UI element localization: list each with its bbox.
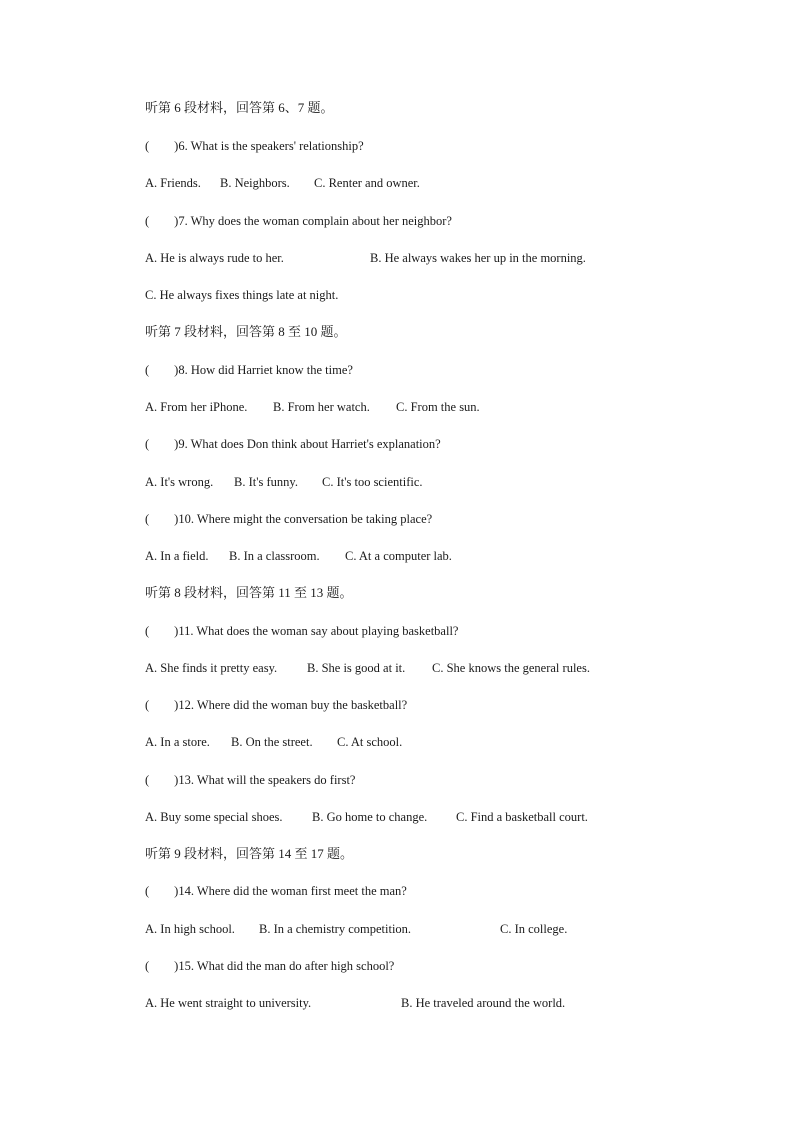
options-row — [145, 734, 745, 750]
option-b: B. It's funny. — [234, 475, 298, 489]
option-a: A. From her iPhone. — [145, 400, 248, 414]
option-b: B. He always wakes her up in the morning. — [370, 251, 586, 265]
option-b: B. She is good at it. — [307, 661, 406, 675]
option-a: A. She finds it pretty easy. — [145, 661, 278, 675]
option-b: B. Neighbors. — [220, 176, 290, 190]
question-prompt: ( )11. What does the woman say about playing basketball? — [145, 624, 459, 638]
option-a: A. In a field. — [145, 549, 209, 563]
question-prompt: ( )9. What does Don think about Harriet's explanation? — [145, 437, 441, 451]
option-c: C. In college. — [500, 922, 568, 936]
option-c: C. Find a basketball court. — [456, 810, 588, 824]
option-c: C. It's too scientific. — [322, 475, 423, 489]
question-prompt: ( )15. What did the man do after high school? — [145, 959, 395, 973]
question-prompt: ( )14. Where did the woman first meet the man? — [145, 884, 407, 898]
options-row — [145, 809, 745, 825]
options-row — [145, 660, 745, 676]
question-prompt: ( )6. What is the speakers' relationship? — [145, 139, 364, 153]
option-a: A. In a store. — [145, 735, 210, 749]
option-a: A. Friends. — [145, 176, 201, 190]
option-b: B. On the street. — [231, 735, 313, 749]
option-c: C. At school. — [337, 735, 403, 749]
option-c: C. He always fixes things late at night. — [145, 288, 339, 302]
options-row — [145, 399, 745, 415]
option-a: A. He went straight to university. — [145, 996, 312, 1010]
option-c: C. She knows the general rules. — [432, 661, 590, 675]
options-row — [145, 921, 745, 937]
option-b: B. In a chemistry competition. — [259, 922, 412, 936]
question-prompt: ( )13. What will the speakers do first? — [145, 773, 356, 787]
option-c: C. From the sun. — [396, 400, 480, 414]
option-b: B. He traveled around the world. — [401, 996, 566, 1010]
options-row — [145, 474, 745, 490]
question-prompt: ( )8. How did Harriet know the time? — [145, 363, 353, 377]
option-c: C. Renter and owner. — [314, 176, 420, 190]
option-a: A. He is always rude to her. — [145, 251, 284, 265]
section-heading: 听第 6 段材料，回答第 6、7 题。 — [145, 100, 334, 115]
option-b: B. From her watch. — [273, 400, 370, 414]
option-b: B. In a classroom. — [229, 549, 320, 563]
options-row — [145, 995, 745, 1011]
options-row — [145, 175, 745, 191]
options-row — [145, 250, 745, 266]
section-heading: 听第 8 段材料，回答第 11 至 13 题。 — [145, 585, 353, 600]
options-row — [145, 548, 745, 564]
option-c: C. At a computer lab. — [345, 549, 452, 563]
question-prompt: ( )7. Why does the woman complain about her neighbor? — [145, 214, 452, 228]
question-prompt: ( )10. Where might the conversation be taking place? — [145, 512, 433, 526]
option-a: A. It's wrong. — [145, 475, 214, 489]
question-prompt: ( )12. Where did the woman buy the basketball? — [145, 698, 408, 712]
option-b: B. Go home to change. — [312, 810, 428, 824]
section-heading: 听第 9 段材料，回答第 14 至 17 题。 — [145, 846, 354, 861]
section-heading: 听第 7 段材料，回答第 8 至 10 题。 — [145, 324, 347, 339]
option-a: A. In high school. — [145, 922, 235, 936]
option-a: A. Buy some special shoes. — [145, 810, 283, 824]
